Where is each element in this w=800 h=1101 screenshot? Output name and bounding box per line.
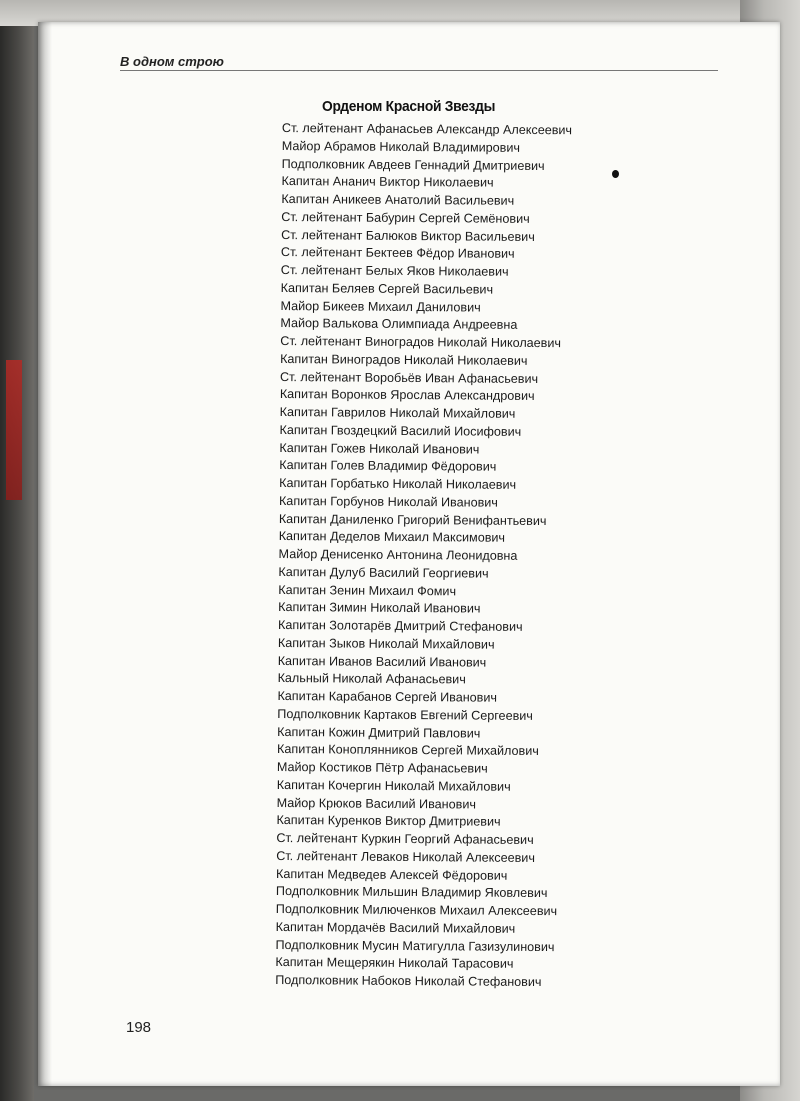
list-item: Подполковник Мильшин Владимир Яковлевич: [275, 884, 548, 901]
list-item: Капитан Зыков Николай Михайлович: [277, 635, 495, 652]
list-item: Майор Бикеев Михаил Данилович: [280, 298, 481, 315]
list-item: Капитан Кочергин Николай Михайлович: [276, 777, 511, 794]
list-item: Капитан Гаврилов Николай Михайлович: [279, 404, 516, 421]
list-item: Капитан Виноградов Николай Николаевич: [280, 351, 528, 368]
list-item: Майор Костиков Пётр Афанасьевич: [276, 759, 488, 776]
list-item: Капитан Горбатько Николай Николаевич: [279, 475, 517, 492]
page-gutter-shadow: [38, 22, 52, 1086]
list-item: Ст. лейтенант Куркин Георгий Афанасьевич: [276, 830, 534, 847]
list-item: Капитан Гожев Николай Иванович: [279, 440, 480, 457]
list-item: Капитан Карабанов Сергей Иванович: [277, 688, 498, 705]
list-item: Подполковник Мусин Матигулла Газизулинович: [275, 937, 555, 954]
list-item: Капитан Куренков Виктор Дмитриевич: [276, 813, 501, 829]
list-item: Ст. лейтенант Воробьёв Иван Афанасьевич: [279, 369, 539, 386]
list-item: Подполковник Авдеев Геннадий Дмитриевич: [281, 156, 545, 173]
page-number: 198: [126, 1019, 152, 1036]
list-item: Капитан Даниленко Григорий Венифантьевич: [278, 511, 547, 528]
page-title: Орденом Красной Звезды: [322, 98, 496, 115]
list-item: Ст. лейтенант Белых Яков Николаевич: [280, 262, 509, 279]
list-item: Ст. лейтенант Виноградов Николай Николаевич: [280, 333, 562, 351]
list-item: Капитан Гвоздецкий Василий Иосифович: [279, 422, 522, 439]
list-item: Подполковник Милюченков Михаил Алексеевич: [275, 901, 558, 919]
list-item: Ст. лейтенант Балюков Виктор Васильевич: [281, 227, 535, 244]
list-item: Майор Денисенко Антонина Леонидовна: [278, 546, 518, 563]
list-item: Капитан Коноплянников Сергей Михайлович: [277, 742, 539, 759]
list-item: Капитан Медведев Алексей Фёдорович: [276, 866, 508, 883]
list-item: Капитан Беляев Сергей Васильевич: [280, 280, 494, 297]
list-item: Капитан Воронков Ярослав Александрович: [279, 387, 535, 404]
list-item: Майор Крюков Василий Иванович: [276, 795, 477, 812]
list-item: Ст. лейтенант Бектеев Фёдор Иванович: [280, 245, 515, 262]
list-item: Капитан Деделов Михаил Максимович: [278, 529, 506, 546]
list-item: Ст. лейтенант Леваков Николай Алексеевич: [276, 848, 535, 865]
list-item: Капитан Ананич Виктор Николаевич: [281, 174, 494, 190]
list-item: Майор Валькова Олимпиада Андреевна: [280, 316, 518, 333]
cover-stripe: [6, 360, 22, 500]
list-item: Капитан Голев Владимир Фёдорович: [279, 458, 497, 474]
book-spine: [0, 0, 34, 1101]
ink-speck: [612, 170, 619, 178]
list-item: Подполковник Набоков Николай Стефанович: [275, 972, 542, 990]
book-page: [38, 22, 780, 1086]
list-item: Капитан Иванов Василий Иванович: [277, 653, 487, 670]
list-item: Капитан Дулуб Василий Георгиевич: [278, 564, 489, 581]
list-item: Капитан Кожин Дмитрий Павлович: [277, 724, 481, 741]
list-item: Капитан Аникеев Анатолий Васильевич: [281, 191, 515, 208]
list-item: Капитан Мордачёв Василий Михайлович: [275, 919, 516, 936]
names-list: [275, 120, 572, 992]
list-item: Капитан Горбунов Николай Иванович: [278, 493, 498, 510]
list-item: Майор Абрамов Николай Владимирович: [281, 138, 521, 155]
list-item: Капитан Золотарёв Дмитрий Стефанович: [277, 617, 523, 634]
list-item: Подполковник Картаков Евгений Сергеевич: [277, 706, 533, 723]
list-item: Ст. лейтенант Афанасьев Александр Алексеевич: [281, 120, 573, 138]
header-rule: [120, 70, 718, 71]
running-header: В одном строю: [120, 54, 224, 69]
list-item: Ст. лейтенант Бабурин Сергей Семёнович: [281, 209, 530, 226]
list-item: Капитан Зенин Михаил Фомич: [278, 582, 457, 598]
list-item: Капитан Зимин Николай Иванович: [278, 600, 481, 616]
list-item: Капитан Мещерякин Николай Тарасович: [275, 955, 514, 972]
list-item: Кальный Николай Афанасьевич: [277, 671, 466, 687]
